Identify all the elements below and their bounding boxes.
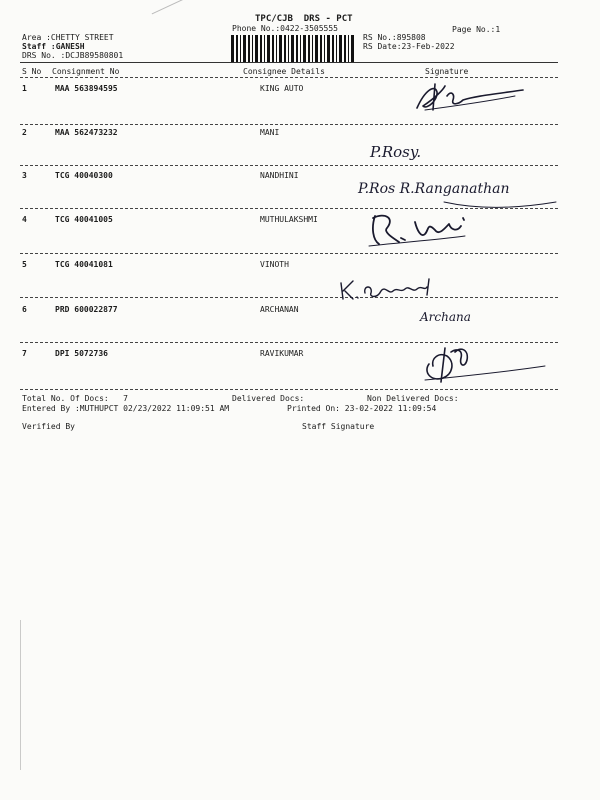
staff-label: Staff :GANESH	[22, 42, 85, 51]
row-2-consignment: MAA 562473232	[55, 128, 118, 137]
signature-row-4	[365, 210, 475, 252]
row-4-consignee: MUTHULAKSHMI	[260, 215, 318, 224]
row-divider	[20, 389, 558, 390]
row-4-consignment: TCG 40041005	[55, 215, 113, 224]
phone-number: Phone No.:0422-3505555	[232, 24, 338, 33]
row-2-sno: 2	[22, 128, 27, 137]
col-consignment-header: Consignment No	[52, 67, 120, 76]
barcode-image	[230, 35, 355, 62]
signature-row-7	[415, 342, 555, 388]
col-signature-header: Signature	[425, 67, 469, 76]
row-1-sno: 1	[22, 84, 27, 93]
row-7-consignee: RAVIKUMAR	[260, 349, 304, 358]
row-7-sno: 7	[22, 349, 27, 358]
printed-on: Printed On: 23-02-2022 11:09:54	[287, 404, 437, 413]
document-title: TPC/CJB DRS - PCT	[255, 14, 353, 24]
col-sno-header: S No	[22, 67, 42, 76]
row-2-consignee: MANI	[260, 128, 280, 137]
row-divider	[20, 297, 558, 298]
row-5-sno: 5	[22, 260, 27, 269]
drs-number: DRS No. :DCJB89580801	[22, 51, 124, 60]
header-divider	[20, 62, 558, 63]
page-number: Page No.:1	[452, 25, 501, 34]
row-5-consignment: TCG 40041081	[55, 260, 113, 269]
total-docs: Total No. Of Docs: 7	[22, 394, 128, 403]
area-label: Area :CHETTY STREET	[22, 33, 114, 42]
row-6-sno: 6	[22, 305, 27, 314]
row-3-sno: 3	[22, 171, 27, 180]
rs-number: RS No.:895808	[363, 33, 426, 42]
entered-by: Entered By :MUTHUPCT 02/23/2022 11:09:51 AM	[22, 404, 230, 413]
row-7-consignment: DPI 5072736	[55, 349, 108, 358]
row-divider	[20, 124, 558, 125]
row-6-consignment: PRD 600022877	[55, 305, 118, 314]
row-divider	[20, 253, 558, 254]
row-4-sno: 4	[22, 215, 27, 224]
verified-by-label: Verified By	[22, 422, 75, 431]
non-delivered-docs-label: Non Delivered Docs:	[367, 394, 459, 403]
row-1-consignee: KING AUTO	[260, 84, 304, 93]
scan-artifact-line	[20, 620, 21, 770]
delivered-docs-label: Delivered Docs:	[232, 394, 305, 403]
row-5-consignee: VINOTH	[260, 260, 289, 269]
row-3-consignment: TCG 40040300	[55, 171, 113, 180]
row-1-consignment: MAA 563894595	[55, 84, 118, 93]
col-consignee-header: Consignee Details	[243, 67, 325, 76]
row-divider	[20, 165, 558, 166]
signature-row-2: P.Rosy.	[370, 143, 422, 161]
rs-date: RS Date:23-Feb-2022	[363, 42, 455, 51]
row-6-consignee: ARCHANAN	[260, 305, 299, 314]
staff-signature-label: Staff Signature	[302, 422, 375, 431]
signature-row-3: P.Ros R.Ranganathan	[358, 181, 510, 197]
signature-row-6: Archana	[420, 310, 471, 324]
fold-mark	[152, 0, 189, 14]
columns-divider	[20, 77, 558, 78]
signature-row-5	[335, 275, 445, 305]
signature-row-1	[405, 80, 535, 120]
row-3-consignee: NANDHINI	[260, 171, 299, 180]
